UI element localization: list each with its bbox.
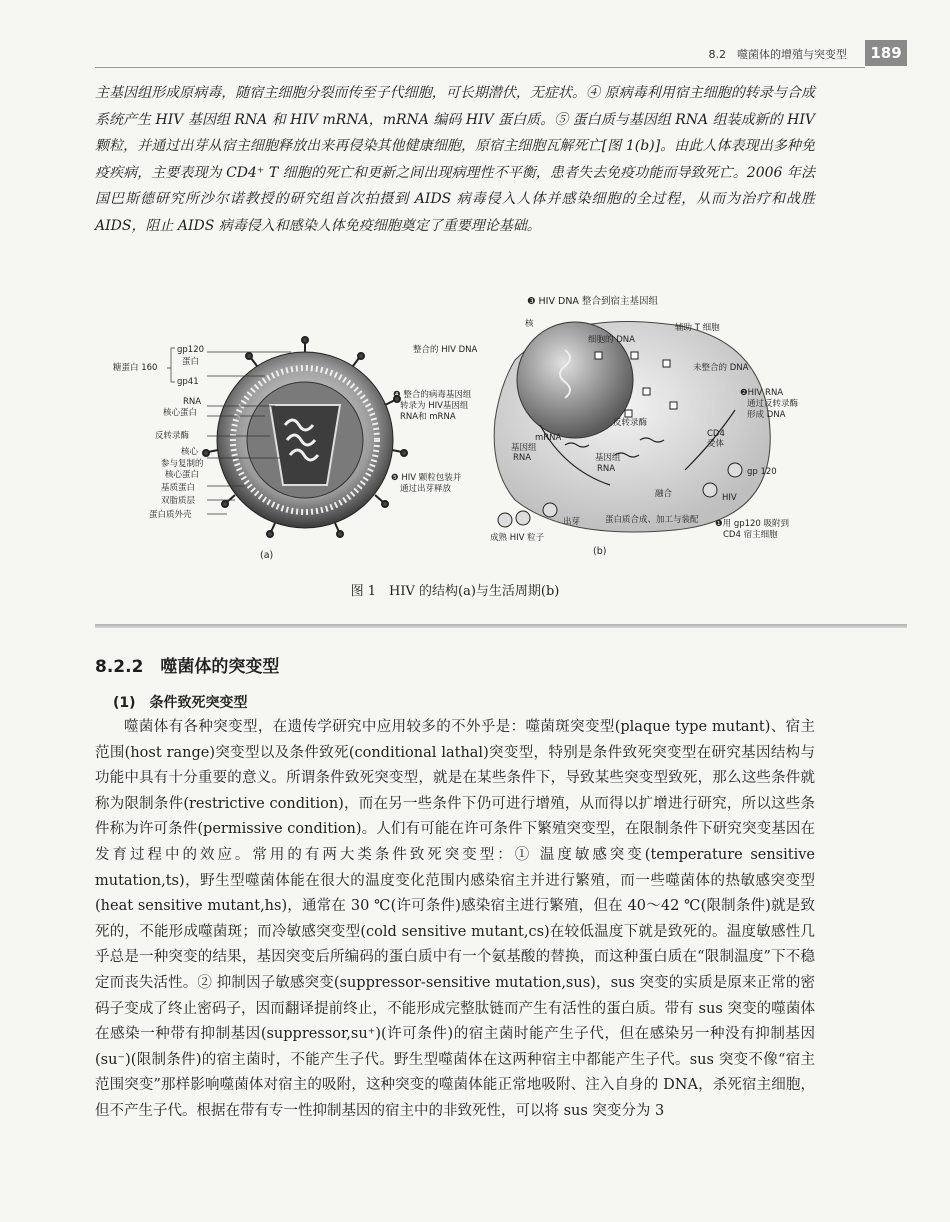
label-step2-l2: 通过反转录酶 <box>747 399 799 409</box>
label-step4-l3: RNA和 mRNA <box>400 412 456 422</box>
label-step2-l1: ❷HIV RNA <box>740 388 784 398</box>
label-replication: 参与复制的 <box>161 459 204 469</box>
label-genome-rna-l1: 基因组 <box>511 443 537 453</box>
label-step5-l1: ❺ HIV 颗粒包装并 <box>391 473 462 483</box>
body-paragraph: 噬菌体有各种突变型，在遗传学研究中应用较多的不外乎是：噬菌斑突变型(plaque type mutant)、宿主范围(host range)突变型以及条件致死(conditional lathal)突变型，特别是条件致死突变型在研究基因结构与功能中具有十分重要的意义。所谓条件致死突变型，就是在某些条件下，导致某些突变型致死，那么这些条件就称为限制条件(restrictive condition)，而在另一些条件下仍可进行增殖，从而得以扩增进行研究，所以这些条件称为许可条件(permissive condition)。人们有可能在许可条件下繁殖突变型，在限制条件下研究突变基因在发育过程中的效应。常用的有两大类条件致死突变型：① 温度敏感突变(temperature sensitive mutation,ts)，野生型噬菌体能在很大的温度变化范围内感染宿主并进行繁殖，而一些噬菌体的热敏感突变型(heat sensitive mutant,hs)，通常在 30 ℃(许可条件)感染宿主进行繁殖，但在 40～42 ℃(限制条件)就是致死的，不能形成噬菌斑；而冷敏感突变型(cold sensitive mutant,cs)在较低温度下就是致死的。温度敏感性几乎总是一种突变的结果，基因突变后所编码的蛋白质中有一个氨基酸的替换，而这种蛋白质在“限制温度”下不稳定而丧失活性。② 抑制因子敏感突变(suppressor-sensitive mutation,sus)，sus 突变的实质是原来正常的密码子变成了终止密码子，因而翻译提前终止，不能形成完整肽链而产生有活性的蛋白质。带有 sus 突变的噬菌体在感染一种带有抑制基因(suppressor,su⁺)(许可条件)的宿主菌时能产生子代，但在感染另一种没有抑制基因(su⁻)(限制条件)的宿主菌时，不能产生子代。野生型噬菌体在这两种宿主中都能产生子代。sus 突变不像“宿主范围突变”那样影响噬菌体对宿主的吸附，这种突变的噬菌体能正常地吸附、注入自身的 DNA，杀死宿主细胞，但不产生子代。根据在带有专一性抑制基因的宿主中的非致死性，可以将 sus 突变分为 3 <box>95 719 815 1119</box>
label-core-protein: 核心蛋白 <box>163 408 198 418</box>
label-rt-b: 反转录酶 <box>613 418 648 428</box>
label-cd4-l1: CD4 <box>707 429 725 439</box>
label-core: 核心 <box>181 447 199 457</box>
label-fusion: 融合 <box>655 489 673 499</box>
header-rule <box>95 67 865 68</box>
section-divider <box>95 624 907 628</box>
page-header <box>95 40 907 68</box>
label-matrix: 基质蛋白 <box>161 483 196 493</box>
label-hiv: HIV <box>722 493 737 503</box>
label-step1-l1: ❶用 gp120 吸附到 <box>715 519 790 529</box>
label-gp160: 糖蛋白 160 <box>113 363 158 373</box>
label-bilayer: 双脂质层 <box>161 496 196 506</box>
label-nucleus: 核 <box>525 319 534 329</box>
label-rna: RNA <box>183 397 202 407</box>
panel-b-label: (b) <box>593 546 607 557</box>
label-step2-l3: 形成 DNA <box>747 410 786 420</box>
label-envelope: 蛋白质外壳 <box>149 510 192 520</box>
label-step3: ❸ HIV DNA 整合到宿主基因组 <box>527 296 658 307</box>
label-genome-rna2-l2: RNA <box>597 464 616 474</box>
hiv-diagram <box>95 290 815 580</box>
figure-caption: 图 1 HIV 的结构(a)与生活周期(b) <box>350 584 560 599</box>
label-helper-t: 辅助 T 细胞 <box>675 323 720 333</box>
label-step4-l2: 转录为 HIV基因组 <box>400 401 469 411</box>
label-mrna: mRNA <box>535 433 562 443</box>
panel-a-label: (a) <box>260 550 274 561</box>
top-paragraph: 主基因组形成原病毒，随宿主细胞分裂而传至子代细胞，可长期潜伏，无症状。④ 原病毒利用宿主细胞的转录与合成系统产生 HIV 基因组 RNA 和 HIV mRNA，mRNA 编码 HIV 蛋白质。⑤ 蛋白质与基因组 RNA 组装成新的 HIV 颗粒，并通过出芽从宿主细胞释放出来再侵染其他健康细胞，原宿主细胞瓦解死亡[图 1(b)]。由此人体表现出多种免疫疾病，主要表现为 CD4⁺ T 细胞的死亡和更新之间出现病理性不平衡，患者失去免疫功能而导致死亡。2006 年法国巴斯德研究所沙尔诺教授的研究组首次拍摄到 AIDS 病毒侵入人体并感染细胞的全过程，从而为治疗和战胜 AIDS，阻止 AIDS 病毒侵入和感染人体免疫细胞奠定了重要理论基础。 <box>95 85 815 234</box>
label-gp120-b: gp 120 <box>747 467 777 477</box>
subsection-title: (1) 条件致死突变型 <box>113 695 248 711</box>
label-mature: 成熟 HIV 粒子 <box>490 533 545 543</box>
label-integrated-dna: 整合的 HIV DNA <box>413 345 478 355</box>
label-unintegrated-dna: 未整合的 DNA <box>693 363 749 373</box>
label-genome-rna2-l1: 基因组 <box>595 453 621 463</box>
label-reverse-transcriptase: 反转录酶 <box>155 431 190 441</box>
label-assembly: 蛋白质合成、加工与装配 <box>605 515 699 525</box>
label-step5-l2: 通过出芽释放 <box>400 484 452 494</box>
label-protein: 蛋白 <box>182 357 200 367</box>
label-genome-rna-l2: RNA <box>513 453 532 463</box>
section-title: 8.2.2 噬菌体的突变型 <box>95 657 280 677</box>
hiv-figure <box>95 290 815 620</box>
label-core-protein-2: 核心蛋白 <box>165 470 200 480</box>
label-step4-l1: ❹ 整合的病毒基因组 <box>393 390 472 400</box>
label-gp41: gp41 <box>177 377 199 387</box>
label-gp120: gp120 <box>177 345 205 355</box>
running-head: 8.2 噬菌体的增殖与突变型 <box>708 48 847 61</box>
label-cell-dna: 细胞的 DNA <box>588 335 635 345</box>
label-step1-l2: CD4 宿主细胞 <box>723 530 778 540</box>
page-number: 189 <box>865 40 907 66</box>
virion-structure <box>167 337 407 537</box>
label-budding: 出芽 <box>563 517 581 527</box>
label-cd4-l2: 受体 <box>707 439 725 449</box>
